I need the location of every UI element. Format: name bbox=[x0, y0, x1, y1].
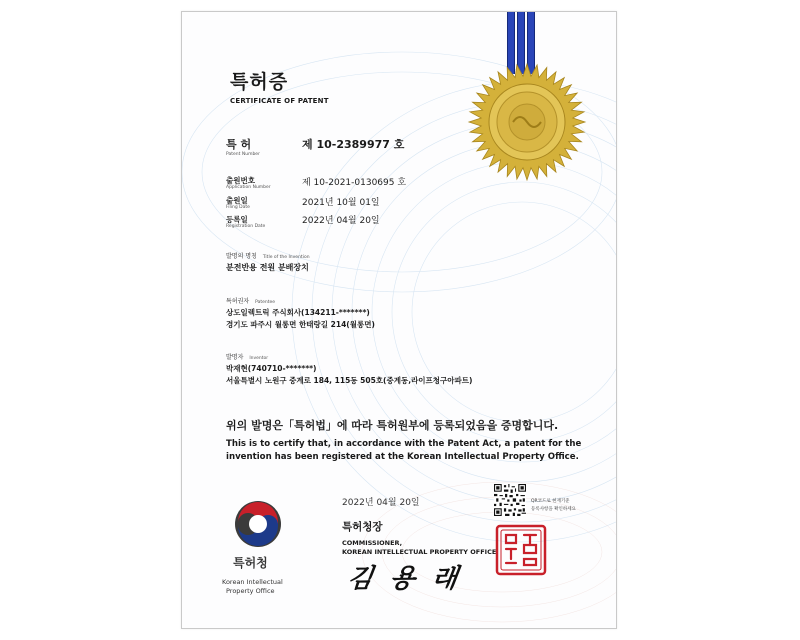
certification-statement-ko: 위의 발명은「특허법」에 따라 특허원부에 등록되었음을 증명합니다. bbox=[226, 419, 559, 432]
certification-statement-en: This is to certify that, in accordance with the Patent Act, a patent for the invention has been registered at the Korean Intellectual Property Office. bbox=[226, 439, 582, 462]
commissioner-title-en-line-2: KOREAN INTELLECTUAL PROPERTY OFFICE bbox=[342, 548, 497, 556]
registration-date-value: 2022년 04월 20일 bbox=[302, 216, 380, 226]
inventor-address: 서울특별시 노원구 중계로 184, 115동 505호(중계동,라이프청구아파트) bbox=[226, 376, 473, 385]
invention-title-value: 분전반용 전원 분배장치 bbox=[226, 263, 309, 272]
commissioner-title-en-line-1: COMMISSIONER, bbox=[342, 539, 403, 547]
certificate-subtitle: CERTIFICATE OF PATENT bbox=[230, 97, 329, 105]
filing-date-value: 2021년 10월 01일 bbox=[302, 198, 380, 208]
registration-date-label: 등록일 bbox=[226, 215, 248, 224]
filing-date-label: 출원일 bbox=[226, 196, 248, 205]
application-number-label-en: Application Number bbox=[226, 185, 271, 190]
patentee-name: 상도일렉트릭 주식회사(134211-*******) bbox=[226, 308, 370, 317]
inventor-name: 박재현(740710-*******) bbox=[226, 364, 317, 373]
patent-number-value: 제 10-2389977 호 bbox=[302, 138, 405, 151]
patentee-label-en: Patentee bbox=[255, 300, 276, 305]
qr-code-icon[interactable] bbox=[494, 484, 526, 516]
invention-title-label bbox=[226, 251, 310, 260]
official-red-stamp-icon bbox=[494, 523, 548, 577]
filing-date-label-en: Filing Date bbox=[226, 205, 250, 210]
office-name-en-line-2: Property Office bbox=[226, 587, 275, 595]
qr-note-line-2: 등록사항을 확인하세요 bbox=[531, 507, 576, 512]
patent-certificate bbox=[181, 11, 617, 629]
application-number-value: 제 10-2021-0130695 호 bbox=[302, 178, 407, 188]
inventor-label-ko: 발명자 bbox=[226, 354, 244, 361]
invention-title-label-en: Title of the Invention bbox=[262, 255, 310, 260]
patent-number-label: 특 허 bbox=[226, 138, 252, 151]
commissioner-title-ko: 특허청장 bbox=[342, 521, 383, 533]
qr-note-line-1: QR코드로 현재기준 bbox=[531, 499, 570, 504]
gold-seal-icon bbox=[467, 62, 587, 182]
application-number-label: 출원번호 bbox=[226, 176, 255, 185]
registration-date-label-en: Registration Date bbox=[226, 224, 266, 229]
issue-date: 2022년 04월 20일 bbox=[342, 498, 420, 508]
office-name-ko: 특허청 bbox=[233, 556, 268, 570]
patentee-label-ko: 특허권자 bbox=[226, 298, 250, 305]
invention-title-label-ko: 발명의 명칭 bbox=[226, 253, 257, 260]
kipo-logo-icon bbox=[232, 498, 284, 550]
certificate-title: 특허증 bbox=[230, 71, 289, 93]
patentee-address: 경기도 파주시 월롱면 한태랑길 214(월롱면) bbox=[226, 320, 375, 329]
commissioner-signature: 김 용 래 bbox=[345, 564, 464, 594]
inventor-label-en: Inventor bbox=[249, 356, 269, 361]
office-name-en-line-1: Korean Intellectual bbox=[222, 578, 283, 586]
patentee-label bbox=[226, 296, 275, 305]
patent-number-label-en: Patent Number bbox=[226, 152, 260, 157]
inventor-label bbox=[226, 352, 268, 361]
